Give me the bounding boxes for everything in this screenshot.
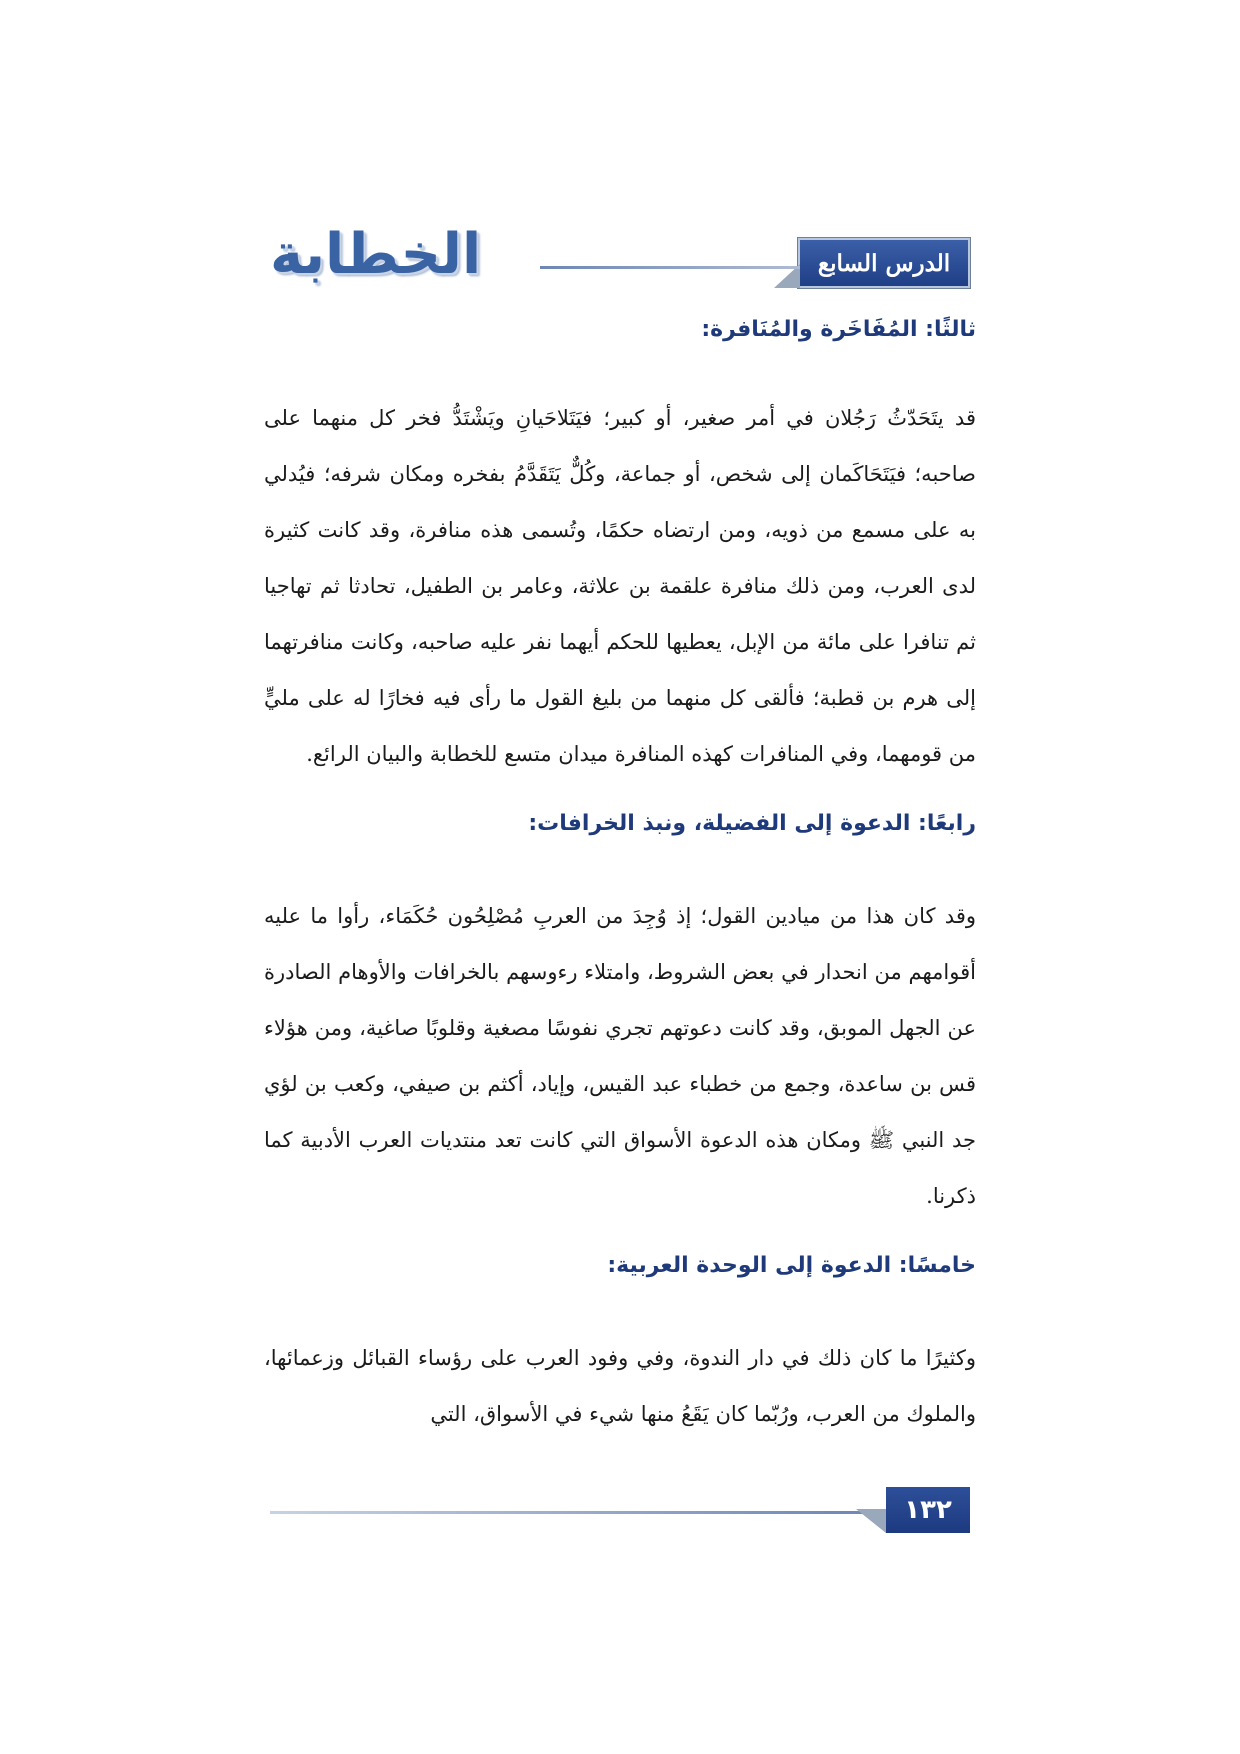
page-footer xyxy=(270,1487,970,1533)
section-paragraph: قد يتَحَدّثُ رَجُلان في أمر صغير، أو كبير؛ فيَتَلاحَيانِ ويَشْتَدُّ فخر كل منهما على صاحبه؛ فيَتَحَاكَمان إلى شخص، أو جماعة، وكُلٌّ يَتَقَدَّمُ بفخره ومكان شرفه؛ فيُدلي به على مسمع من ذويه، ومن ارتضاه حكمًا، وتُسمى هذه منافرة، وقد كانت كثيرة لدى العرب، ومن ذلك منافرة علقمة بن علاثة، وعامر بن الطفيل، تحادثا ثم تهاجيا ثم تنافرا على مائة من الإبل، يعطيها للحكم أيهما نفر عليه صاحبه، وكانت منافرتهما إلى هرم بن قطبة؛ فألقى كل منهما من بليغ القول ما رأى فيه فخارًا له على مليٍّ من قومهما، وفي المنافرات كهذه المنافرة ميدان متسع للخطابة والبيان الرائع. xyxy=(264,406,976,766)
section-paragraph: وقد كان هذا من ميادين القول؛ إذ وُجِدَ من العربِ مُصْلِحُون حُكَمَاء، رأوا ما عليه أقوامهم من انحدار في بعض الشروط، وامتلاء رءوسهم بالخرافات والأوهام الصادرة عن الجهل الموبق، وقد كانت دعوتهم تجري نفوسًا مصغية وقلوبًا صاغية، ومن هؤلاء قس بن ساعدة، وجمع من خطباء عبد القيس، وإياد، أكثم بن صيفي، وكعب بن لؤي جد النبي ﷺ ومكان هذه الدعوة الأسواق التي كانت تعد منتديات العرب الأدبية كما ذكرنا. xyxy=(264,904,976,1208)
section-heading: رابعًا: الدعوة إلى الفضيلة، ونبذ الخرافات: xyxy=(528,811,976,836)
section-paragraph: وكثيرًا ما كان ذلك في دار الندوة، وفي وفود العرب على رؤساء القبائل وزعمائها، والملوك من العرب، ورُبّما كان يَقَعُ منها شيء في الأسواق، التي xyxy=(264,1346,976,1426)
section-heading: خامسًا: الدعوة إلى الوحدة العربية: xyxy=(607,1253,976,1278)
chapter-title: الخطابة xyxy=(270,222,482,287)
section-heading: ثالثًا: المُفَاخَرة والمُنَافرة: xyxy=(701,317,976,342)
lesson-label: الدرس السابع xyxy=(798,238,970,288)
page-body xyxy=(264,312,976,1442)
header-divider xyxy=(540,266,800,269)
page-number: ١٣٢ xyxy=(886,1487,970,1533)
page-header xyxy=(270,222,970,288)
footer-divider xyxy=(270,1511,870,1514)
